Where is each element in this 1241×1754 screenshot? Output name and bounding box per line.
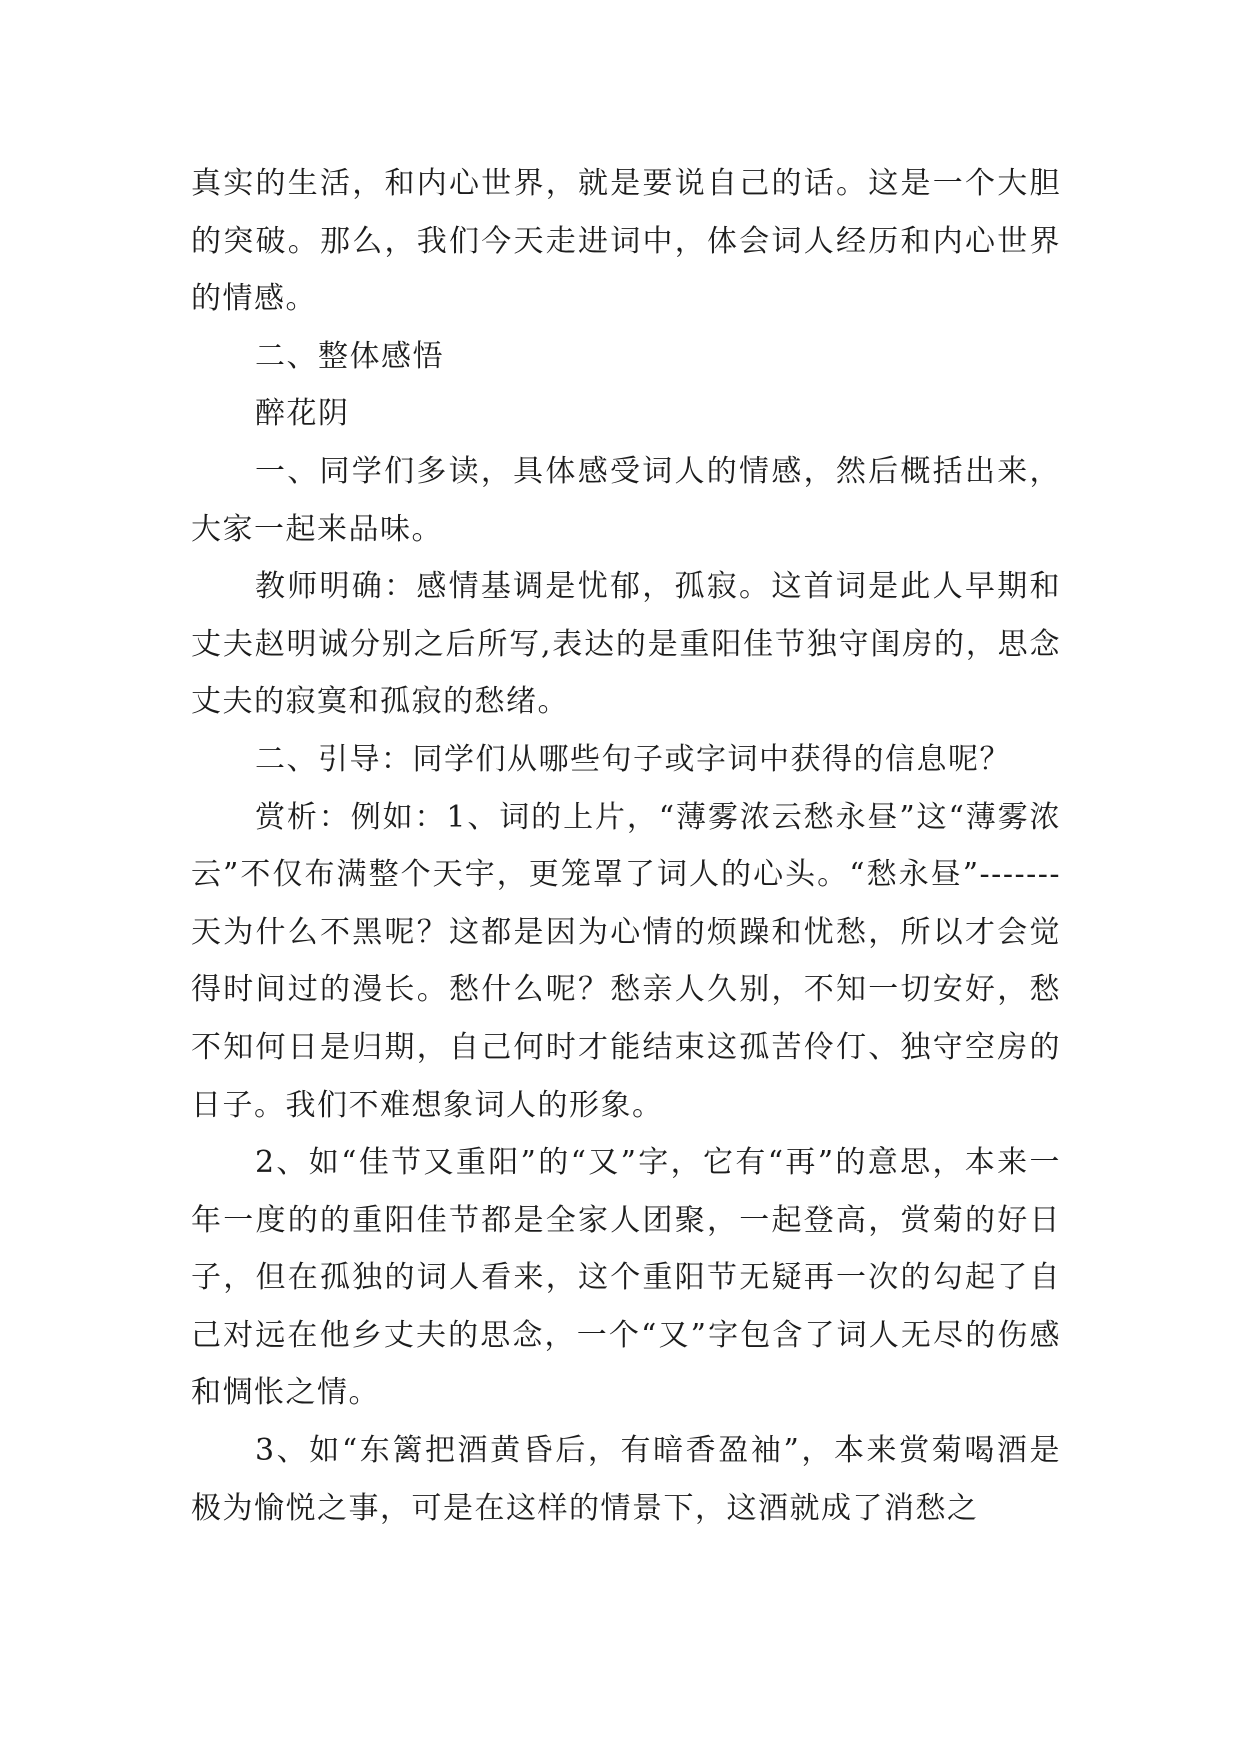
paragraph-guide-question: 二、引导：同学们从哪些句子或字词中获得的信息呢？ bbox=[255, 741, 1011, 777]
poem-title: 醉花阴 bbox=[255, 396, 350, 432]
paragraph-intro-continued: 真实的生活，和内心世界，就是要说自己的话。这是一个大胆的突破。那么，我们今天走进词中，体会词人经历和内心世界的情感。 bbox=[191, 166, 1061, 317]
paragraph-analysis-3: 3、如“东篱把酒黄昏后，有暗香盈袖”，本来赏菊喝酒是极为愉悦之事，可是在这样的情景下，这酒就成了消愁之 bbox=[191, 1433, 1061, 1526]
paragraph-teacher-clarify: 教师明确：感情基调是忧郁，孤寂。这首词是此人早期和丈夫赵明诚分别之后所写,表达的是重阳佳节独守闺房的，思念丈夫的寂寞和孤寂的愁绪。 bbox=[191, 569, 1061, 720]
document-page bbox=[191, 155, 1061, 1537]
paragraph-analysis-1: 赏析：例如：1、词的上片，“薄雾浓云愁永昼”这“薄雾浓云”不仅布满整个天宇，更笼罩了词人的心头。“愁永昼”-------天为什么不黑呢？这都是因为心情的烦躁和忧愁，所以才会觉得时间过的漫长。愁什么呢？愁亲人久别，不知一切安好，愁不知何日是归期，自己何时才能结束这孤苦伶仃、独守空房的日子。我们不难想象词人的形象。 bbox=[191, 799, 1061, 1123]
heading-overall-perception: 二、整体感悟 bbox=[255, 338, 444, 374]
paragraph-analysis-2: 2、如“佳节又重阳”的“又”字，它有“再”的意思，本来一年一度的的重阳佳节都是全家人团聚，一起登高，赏菊的好日子，但在孤独的词人看来，这个重阳节无疑再一次的勾起了自己对远在他乡丈夫的思念，一个“又”字包含了词人无尽的伤感和惆怅之情。 bbox=[191, 1145, 1061, 1411]
paragraph-read-aloud: 一、同学们多读，具体感受词人的情感，然后概括出来，大家一起来品味。 bbox=[191, 453, 1061, 547]
